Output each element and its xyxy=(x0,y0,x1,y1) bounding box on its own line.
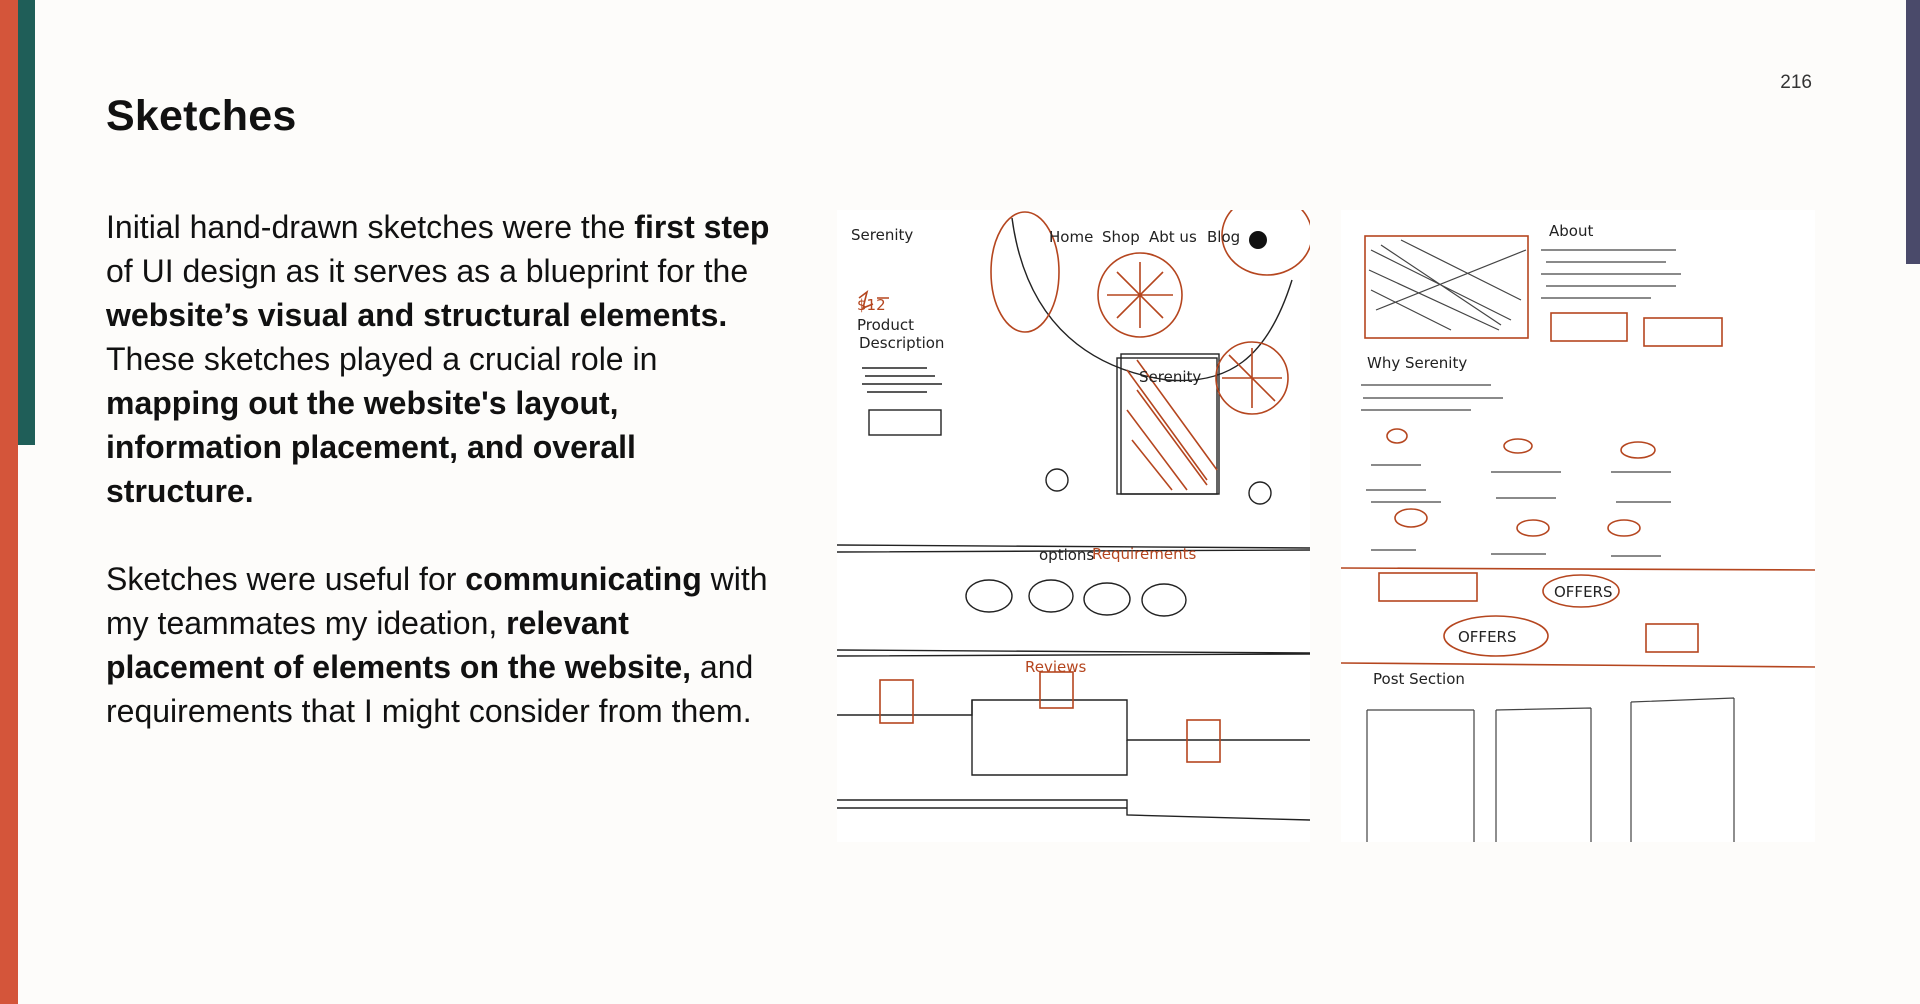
sketch-card-label: Serenity xyxy=(1139,368,1202,386)
sketch-offer-2: OFFERS xyxy=(1458,628,1517,646)
sketch-nav-about: Abt us xyxy=(1149,228,1197,246)
sketch-options-label: options xyxy=(1039,546,1095,564)
sketch-nav-home: Home xyxy=(1049,228,1094,246)
paragraph-2: Sketches were useful for communicating with my teammates my ideation, relevant placement of elements on the website, and requirements that I might consider from them. xyxy=(106,561,768,729)
sketch-price: $12 xyxy=(857,296,886,314)
sketch-about-page xyxy=(1341,210,1815,842)
right-accent-bar xyxy=(1906,0,1920,264)
sketch-homepage-drawing xyxy=(837,210,1310,842)
page-number: 216 xyxy=(1780,72,1812,93)
sketch-homepage xyxy=(837,210,1310,842)
sketch-offer-1: OFFERS xyxy=(1554,583,1613,601)
page-title: Sketches xyxy=(106,92,297,140)
sketch-why-label: Why Serenity xyxy=(1367,354,1468,372)
sketch-about-label: About xyxy=(1549,222,1594,240)
sketch-nav-shop: Shop xyxy=(1102,228,1140,246)
sketch-nav-blog: Blog xyxy=(1207,228,1241,246)
paragraph-1: Initial hand-drawn sketches were the first step of UI design as it serves as a blueprint for the website’s visual and structural elements. These sketches played a crucial role in mapping out the website's layout, information placement, and overall structure. xyxy=(106,209,770,509)
left-green-bar xyxy=(18,0,35,445)
sketch-product-label: Product xyxy=(857,316,914,334)
sketch-brand: Serenity xyxy=(851,226,914,244)
sketch-reviews-label: Reviews xyxy=(1025,658,1087,676)
sketch-description-label: Description xyxy=(859,334,945,352)
sketch-post-label: Post Section xyxy=(1373,670,1465,688)
sketch-requirements-label: Requirements xyxy=(1092,545,1197,563)
left-accent-bar xyxy=(0,0,18,1004)
sketch-about-drawing xyxy=(1341,210,1815,842)
body-text xyxy=(106,205,786,777)
